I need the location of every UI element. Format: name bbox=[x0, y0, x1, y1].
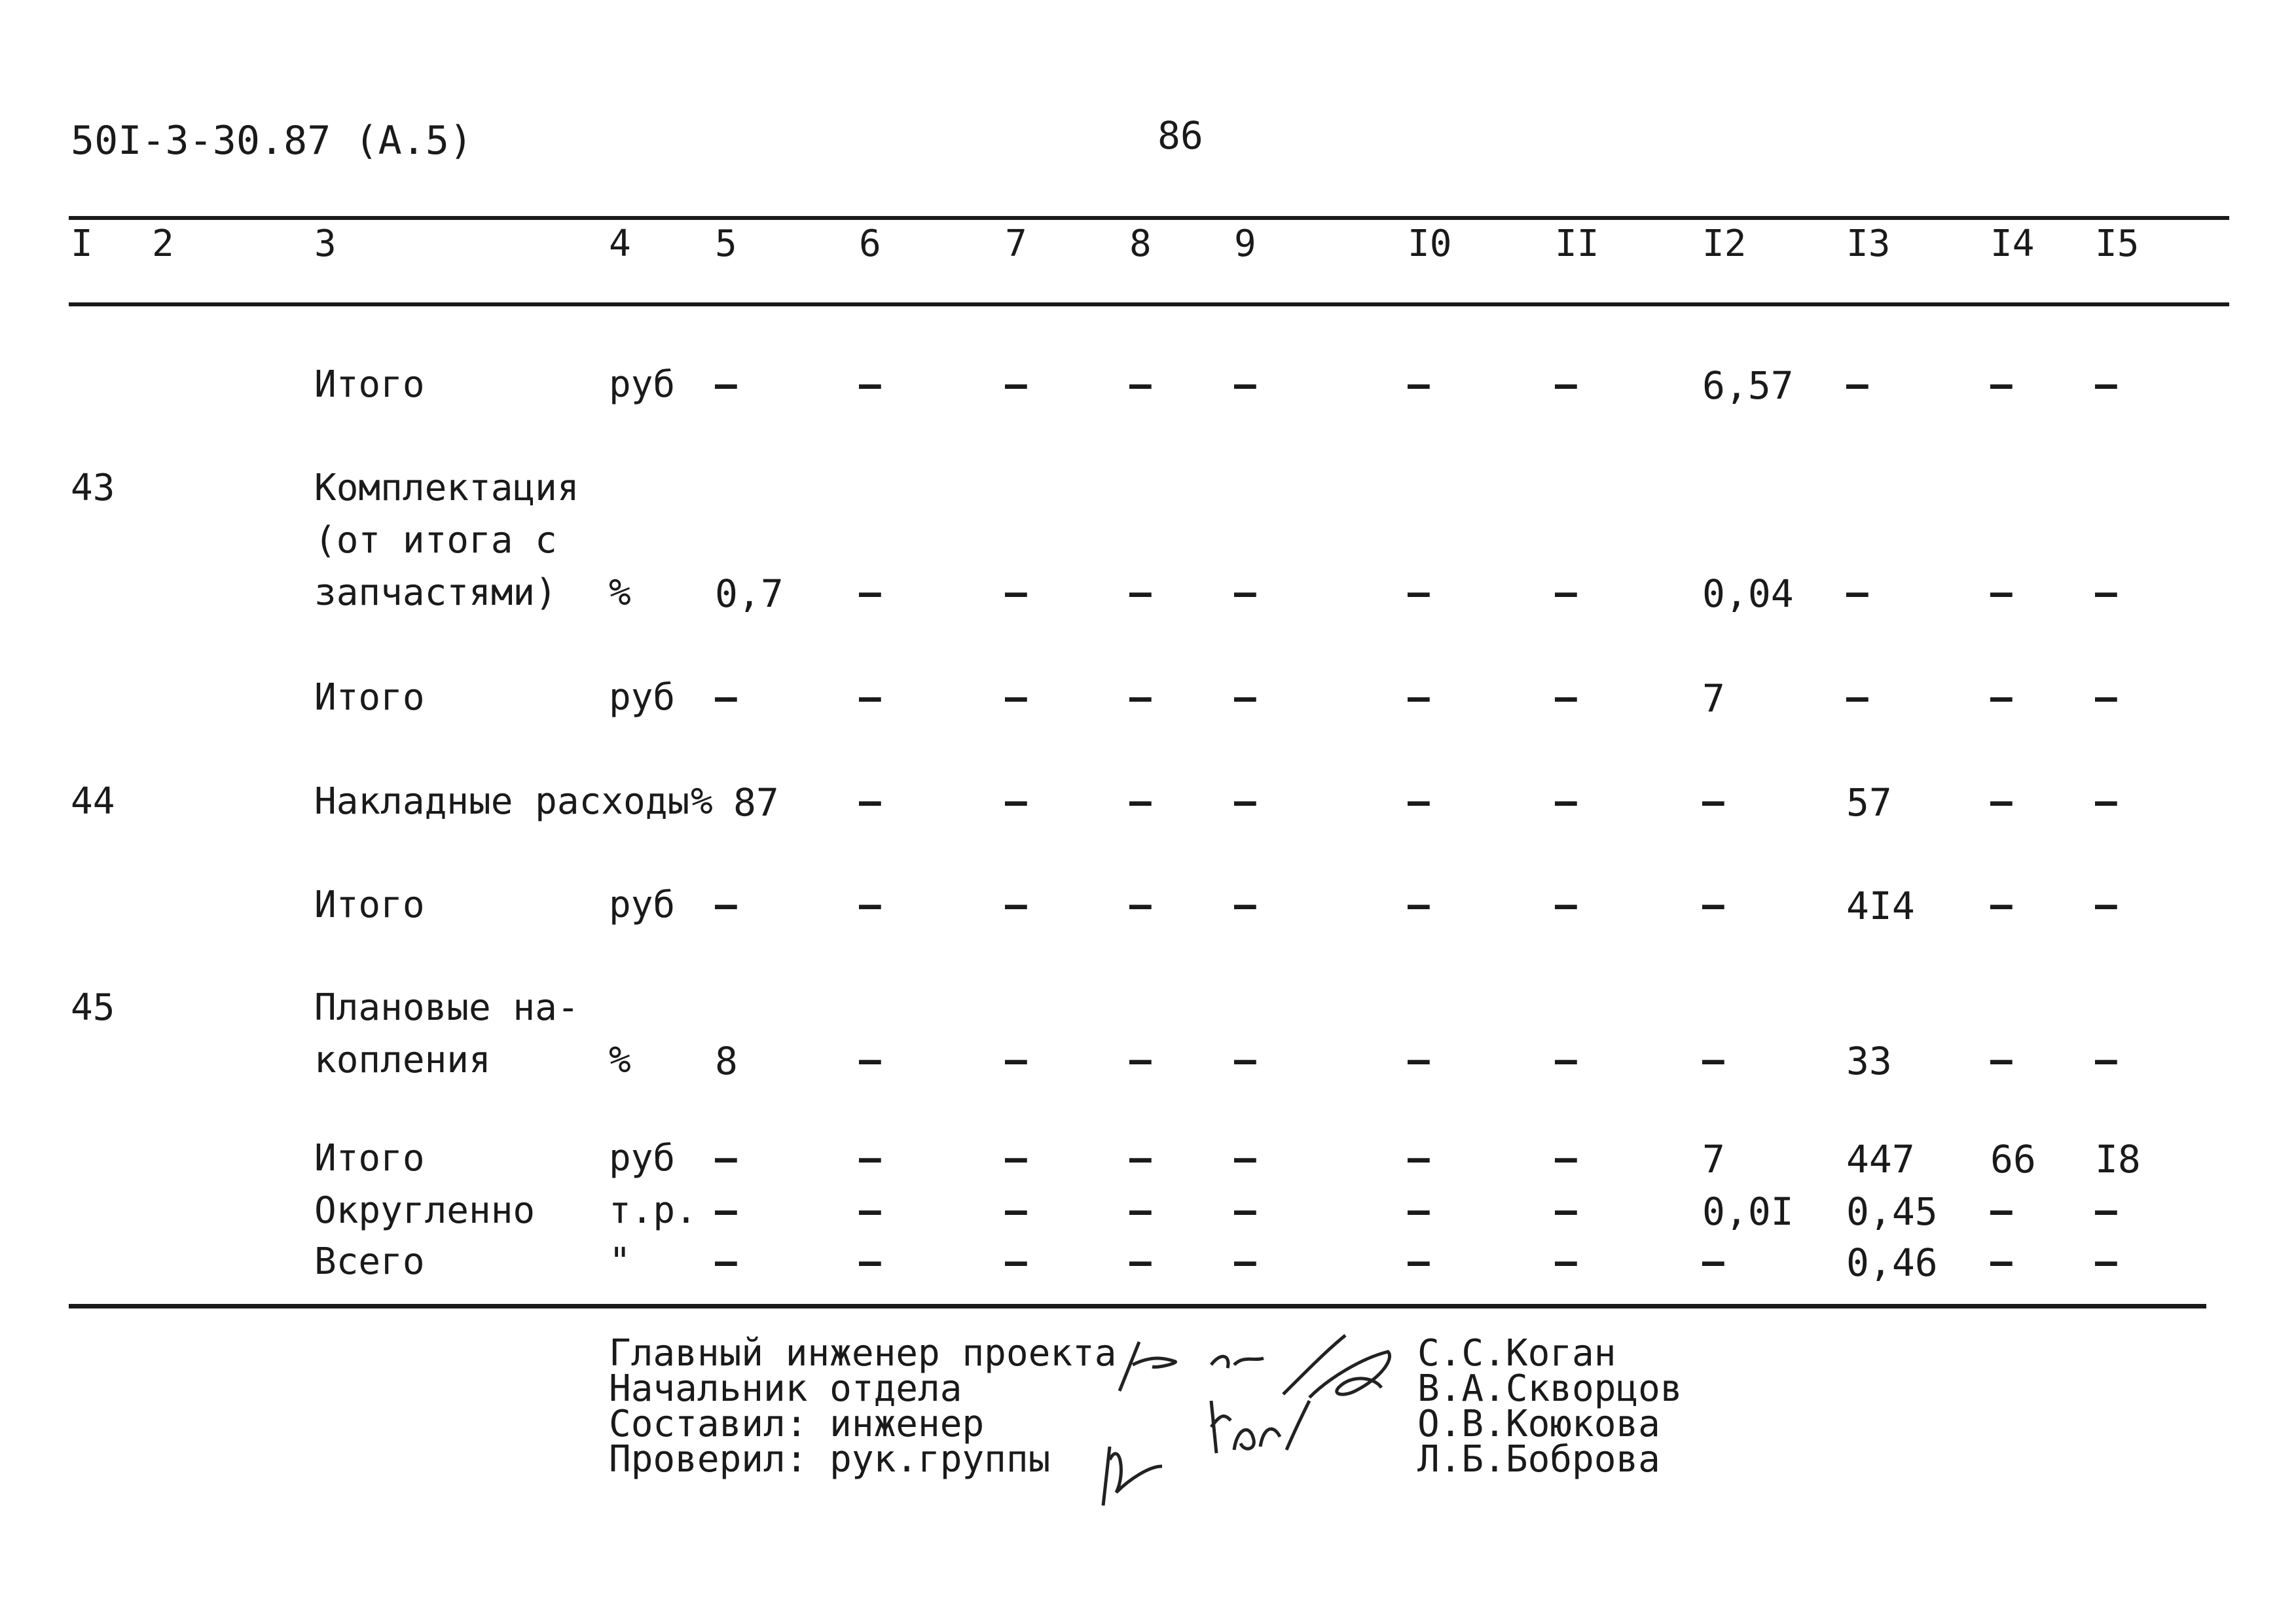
cell-c6: – bbox=[859, 676, 881, 719]
row-unit: руб bbox=[609, 884, 676, 926]
row-label-line: Итого bbox=[314, 884, 425, 926]
cell-c14: – bbox=[1990, 676, 2013, 719]
cell-c15: – bbox=[2095, 884, 2117, 926]
cell-c9: – bbox=[1234, 676, 1256, 719]
cell-c5: 8 bbox=[715, 1039, 738, 1083]
cell-c11: – bbox=[1555, 571, 1577, 614]
row-unit: % bbox=[609, 1039, 631, 1081]
column-number-6: 6 bbox=[859, 223, 881, 265]
cell-c10: – bbox=[1408, 1240, 1430, 1283]
row-label-line: Комплектация bbox=[314, 467, 579, 509]
cell-c12: 6,57 bbox=[1702, 363, 1794, 408]
column-number-2: 2 bbox=[152, 223, 174, 265]
cell-c12: – bbox=[1702, 1039, 1724, 1081]
column-number-4: 4 bbox=[609, 223, 631, 265]
cell-c13: 33 bbox=[1846, 1039, 1892, 1083]
cell-c6: – bbox=[859, 1039, 881, 1081]
column-number-15: I5 bbox=[2095, 223, 2140, 265]
cell-c11: – bbox=[1555, 1137, 1577, 1180]
page-number: 86 bbox=[1157, 113, 1203, 158]
cell-c6: – bbox=[859, 1189, 881, 1232]
cell-c10: – bbox=[1408, 363, 1430, 406]
cell-c10: – bbox=[1408, 676, 1430, 719]
cell-c12: 7 bbox=[1702, 676, 1725, 721]
row-label-line: Итого bbox=[314, 363, 425, 406]
cell-c13: 0,46 bbox=[1846, 1240, 1938, 1285]
cell-c10: – bbox=[1408, 1039, 1430, 1081]
column-number-14: I4 bbox=[1990, 223, 2035, 265]
cell-c9: – bbox=[1234, 363, 1256, 406]
cell-c5: – bbox=[715, 363, 737, 406]
column-number-1: I bbox=[71, 223, 93, 265]
cell-c12: – bbox=[1702, 780, 1724, 823]
signature-role: Главный инженер проекта bbox=[609, 1332, 1117, 1375]
signature-role: Составил: инженер bbox=[609, 1403, 985, 1445]
row-unit: руб bbox=[609, 1137, 676, 1180]
cell-c10: – bbox=[1408, 1137, 1430, 1180]
cell-c5: – bbox=[715, 1240, 737, 1283]
cell-c11: – bbox=[1555, 1039, 1577, 1081]
cell-c11: – bbox=[1555, 1240, 1577, 1283]
cell-c13: 57 bbox=[1846, 780, 1892, 825]
row-label-line: (от итога с bbox=[314, 519, 557, 562]
cell-c15: – bbox=[2095, 1240, 2117, 1283]
cell-c5: 87 bbox=[733, 780, 779, 825]
row-label-line: запчастями) bbox=[314, 571, 557, 614]
top-rule bbox=[69, 216, 2229, 220]
cell-c9: – bbox=[1234, 1137, 1256, 1180]
cell-c12: – bbox=[1702, 884, 1724, 926]
cell-c14: – bbox=[1990, 1189, 2013, 1232]
cell-c15: – bbox=[2095, 1189, 2117, 1232]
cell-c8: – bbox=[1129, 363, 1152, 406]
cell-c12: 0,04 bbox=[1702, 571, 1794, 616]
column-number-12: I2 bbox=[1702, 223, 1747, 265]
cell-c7: – bbox=[1005, 571, 1027, 614]
cell-c11: – bbox=[1555, 1189, 1577, 1232]
cell-c6: – bbox=[859, 884, 881, 926]
row-number: 45 bbox=[71, 986, 115, 1029]
cell-c6: – bbox=[859, 1240, 881, 1283]
cell-c15: – bbox=[2095, 780, 2117, 823]
cell-c5: – bbox=[715, 1189, 737, 1232]
cell-c10: – bbox=[1408, 571, 1430, 614]
cell-c8: – bbox=[1129, 1189, 1152, 1232]
column-number-11: II bbox=[1555, 223, 1599, 265]
cell-c11: – bbox=[1555, 363, 1577, 406]
row-number: 44 bbox=[71, 780, 115, 823]
cell-c7: – bbox=[1005, 1039, 1027, 1081]
document-code: 50I-3-30.87 (А.5) bbox=[71, 118, 473, 164]
cell-c15: – bbox=[2095, 1039, 2117, 1081]
cell-c6: – bbox=[859, 571, 881, 614]
signature-role: Начальник отдела bbox=[609, 1367, 962, 1410]
cell-c15: I8 bbox=[2095, 1137, 2141, 1182]
cell-c11: – bbox=[1555, 884, 1577, 926]
cell-c15: – bbox=[2095, 676, 2117, 719]
row-label-line: Плановые на- bbox=[314, 986, 579, 1029]
cell-c13: 4I4 bbox=[1846, 884, 1915, 928]
cell-c13: – bbox=[1846, 676, 1868, 719]
signature-name: О.В.Коюкова bbox=[1417, 1403, 1660, 1445]
row-label-line: копления bbox=[314, 1039, 491, 1081]
cell-c7: – bbox=[1005, 1240, 1027, 1283]
row-number: 43 bbox=[71, 467, 115, 509]
cell-c15: – bbox=[2095, 571, 2117, 614]
signature-role: Проверил: рук.группы bbox=[609, 1438, 1051, 1481]
column-number-5: 5 bbox=[715, 223, 737, 265]
cell-c8: – bbox=[1129, 571, 1152, 614]
cell-c8: – bbox=[1129, 780, 1152, 823]
cell-c5: 0,7 bbox=[715, 571, 784, 616]
cell-c12: 0,0I bbox=[1702, 1189, 1794, 1234]
cell-c14: – bbox=[1990, 1240, 2013, 1283]
cell-c7: – bbox=[1005, 1137, 1027, 1180]
column-number-9: 9 bbox=[1234, 223, 1256, 265]
cell-c12: – bbox=[1702, 1240, 1724, 1283]
row-unit: % bbox=[691, 780, 713, 823]
cell-c13: 447 bbox=[1846, 1137, 1915, 1182]
cell-c9: – bbox=[1234, 1240, 1256, 1283]
signature-name: В.А.Скворцов bbox=[1417, 1367, 1683, 1410]
cell-c8: – bbox=[1129, 1137, 1152, 1180]
column-number-10: I0 bbox=[1408, 223, 1452, 265]
row-unit: руб bbox=[609, 676, 676, 719]
row-label-line: Накладные расходы bbox=[314, 780, 690, 823]
cell-c13: 0,45 bbox=[1846, 1189, 1938, 1234]
row-unit: руб bbox=[609, 363, 676, 406]
row-unit: т.р. bbox=[609, 1189, 697, 1232]
cell-c5: – bbox=[715, 1137, 737, 1180]
signature-name: С.С.Коган bbox=[1417, 1332, 1616, 1375]
cell-c8: – bbox=[1129, 1240, 1152, 1283]
cell-c12: 7 bbox=[1702, 1137, 1725, 1182]
cell-c8: – bbox=[1129, 884, 1152, 926]
cell-c7: – bbox=[1005, 363, 1027, 406]
row-label-line: Округленно bbox=[314, 1189, 536, 1232]
cell-c14: – bbox=[1990, 1039, 2013, 1081]
signature-name: Л.Б.Боброва bbox=[1417, 1438, 1660, 1481]
cell-c14: – bbox=[1990, 571, 2013, 614]
cell-c6: – bbox=[859, 1137, 881, 1180]
cell-c7: – bbox=[1005, 780, 1027, 823]
cell-c5: – bbox=[715, 884, 737, 926]
column-number-3: 3 bbox=[314, 223, 337, 265]
cell-c10: – bbox=[1408, 780, 1430, 823]
row-label-line: Всего bbox=[314, 1240, 425, 1283]
handwritten-signature-bobrova bbox=[1090, 1420, 1182, 1512]
cell-c8: – bbox=[1129, 1039, 1152, 1081]
column-number-8: 8 bbox=[1129, 223, 1152, 265]
cell-c14: – bbox=[1990, 780, 2013, 823]
cell-c14: 66 bbox=[1990, 1137, 2036, 1182]
cell-c6: – bbox=[859, 363, 881, 406]
cell-c9: – bbox=[1234, 571, 1256, 614]
cell-c8: – bbox=[1129, 676, 1152, 719]
column-number-7: 7 bbox=[1005, 223, 1027, 265]
cell-c14: – bbox=[1990, 363, 2013, 406]
row-unit: " bbox=[609, 1240, 631, 1283]
cell-c11: – bbox=[1555, 676, 1577, 719]
cell-c9: – bbox=[1234, 884, 1256, 926]
cell-c10: – bbox=[1408, 1189, 1430, 1232]
cell-c9: – bbox=[1234, 780, 1256, 823]
cell-c14: – bbox=[1990, 884, 2013, 926]
column-number-13: I3 bbox=[1846, 223, 1891, 265]
cell-c9: – bbox=[1234, 1189, 1256, 1232]
cell-c13: – bbox=[1846, 571, 1868, 614]
cell-c6: – bbox=[859, 780, 881, 823]
cell-c7: – bbox=[1005, 676, 1027, 719]
row-label-line: Итого bbox=[314, 1137, 425, 1180]
cell-c7: – bbox=[1005, 884, 1027, 926]
table-bottom-rule bbox=[69, 1304, 2206, 1308]
header-bottom-rule bbox=[69, 302, 2229, 306]
cell-c13: – bbox=[1846, 363, 1868, 406]
cell-c9: – bbox=[1234, 1039, 1256, 1081]
row-label-line: Итого bbox=[314, 676, 425, 719]
handwritten-signature-koyukova bbox=[1205, 1388, 1336, 1460]
row-unit: % bbox=[609, 571, 631, 614]
cell-c7: – bbox=[1005, 1189, 1027, 1232]
cell-c15: – bbox=[2095, 363, 2117, 406]
cell-c10: – bbox=[1408, 884, 1430, 926]
cell-c5: – bbox=[715, 676, 737, 719]
cell-c11: – bbox=[1555, 780, 1577, 823]
